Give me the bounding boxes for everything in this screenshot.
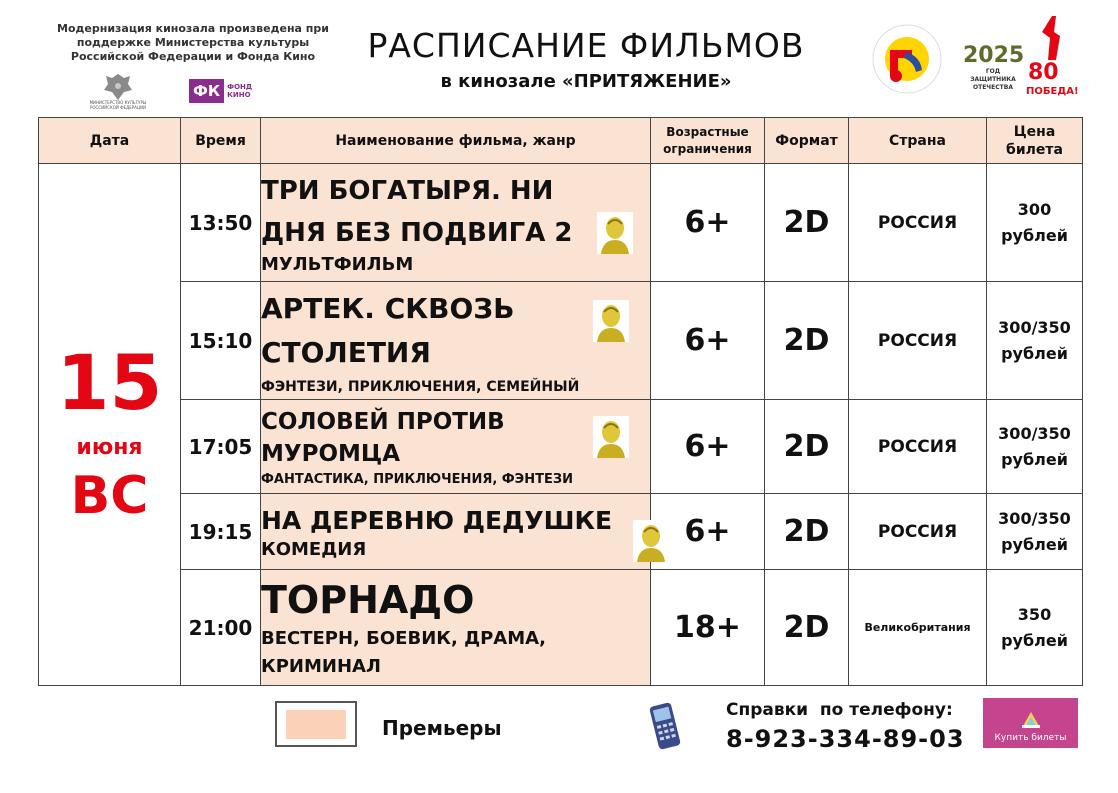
premiere-portrait-icon [593, 416, 629, 458]
header-age: Возрастные ограничения [651, 118, 765, 164]
header-format: Формат [765, 118, 849, 164]
price-unit: рублей [1001, 225, 1068, 245]
price-value: 350 [1017, 604, 1052, 624]
year-2025-caption: ГОД ЗАЩИТНИКА ОТЕЧЕСТВА [970, 68, 1016, 91]
film-title: АРТЕК. СКВОЗЬ СТОЛЕТИЯ [261, 291, 515, 369]
session-time: 15:10 [181, 282, 261, 400]
film-genre: МУЛЬТФИЛЬМ [261, 254, 414, 275]
ticket-price [987, 282, 1083, 400]
film-format: 2D [765, 494, 849, 570]
table-row [39, 400, 1083, 494]
film-country: РОССИЯ [849, 164, 987, 282]
film-title: НА ДЕРЕВНЮ ДЕДУШКЕ [261, 506, 613, 535]
price-value: 300 [1017, 199, 1052, 219]
film-cell [261, 494, 651, 570]
buy-tickets-label: Купить билеты [994, 732, 1067, 743]
film-title: ТРИ БОГАТЫРЯ. НИ ДНЯ БЕЗ ПОДВИГА 2 [261, 176, 573, 248]
fond-kino-logo-sub1: ФОНД [227, 83, 253, 91]
ministry-logo [90, 72, 146, 112]
premiere-legend-label: Премьеры [382, 716, 502, 740]
phone-icon [644, 700, 686, 752]
age-rating: 6+ [651, 400, 765, 494]
film-title: ТОРНАДО [261, 577, 475, 622]
age-rating: 6+ [651, 282, 765, 400]
table-row [39, 282, 1083, 400]
age-rating: 18+ [651, 570, 765, 686]
film-genre: КОМЕДИЯ [261, 539, 367, 560]
price-unit: рублей [1001, 449, 1068, 469]
age-rating: 6+ [651, 494, 765, 570]
film-cell [261, 400, 651, 494]
film-cell [261, 282, 651, 400]
age-rating: 6+ [651, 164, 765, 282]
year-2025-number: 2025 [963, 43, 1025, 68]
film-cell [261, 570, 651, 686]
film-genre: ФЭНТЕЗИ, ПРИКЛЮЧЕНИЯ, СЕМЕЙНЫЙ [261, 378, 580, 395]
premiere-portrait-icon [633, 520, 669, 562]
session-time: 17:05 [181, 400, 261, 494]
film-country: Великобритания [849, 570, 987, 686]
victory-80-logo [1026, 14, 1079, 100]
price-unit: рублей [1001, 343, 1068, 363]
premiere-portrait-icon [597, 212, 633, 254]
film-cell [261, 164, 651, 282]
header-country: Страна [849, 118, 987, 164]
support-text: Модернизация кинозала произведена при поддержке Министерства культуры Российской Федерации и Фонда Кино [57, 22, 329, 63]
fond-kino-logo-sub2: КИНО [227, 91, 251, 99]
header-price: Цена билета [987, 118, 1083, 164]
table-row [39, 494, 1083, 570]
film-format: 2D [765, 400, 849, 494]
page-subtitle: в кинозале «ПРИТЯЖЕНИЕ» [440, 71, 732, 92]
film-format: 2D [765, 282, 849, 400]
fond-kino-logo [189, 78, 252, 104]
ticket-price [987, 494, 1083, 570]
victory-80-text: ПОБЕДА! [1026, 86, 1079, 97]
header-film: Наименование фильма, жанр [261, 118, 651, 164]
price-unit: рублей [1001, 534, 1068, 554]
premiere-legend-swatch [275, 701, 357, 747]
header-time: Время [181, 118, 261, 164]
ticket-icon [1019, 708, 1043, 730]
fond-kino-logo-mark: ФК [189, 79, 224, 103]
victory-80-number: 80 [1028, 60, 1059, 85]
table-header-row [39, 118, 1083, 164]
price-value: 300/350 [998, 317, 1071, 337]
phone-label: Справки по телефону: [726, 700, 953, 720]
table-row [39, 164, 1083, 282]
header-date: Дата [39, 118, 181, 164]
session-time: 13:50 [181, 164, 261, 282]
emblem-logo [870, 22, 944, 96]
phone-number: 8-923-334-89-03 [726, 725, 965, 753]
film-country: РОССИЯ [849, 282, 987, 400]
film-genre: ВЕСТЕРН, БОЕВИК, ДРАМА, КРИМИНАЛ [261, 627, 546, 677]
schedule-table [38, 117, 1083, 686]
ticket-price [987, 570, 1083, 686]
ticket-price [987, 164, 1083, 282]
date-weekday: ВС [70, 466, 149, 526]
year-2025-logo [963, 43, 1025, 91]
session-time: 19:15 [181, 494, 261, 570]
ticket-price [987, 400, 1083, 494]
film-format: 2D [765, 164, 849, 282]
premiere-portrait-icon [593, 300, 629, 342]
price-value: 300/350 [998, 423, 1071, 443]
date-month: июня [76, 435, 143, 460]
price-value: 300/350 [998, 508, 1071, 528]
price-unit: рублей [1001, 630, 1068, 650]
ministry-logo-text: МИНИСТЕРСТВО КУЛЬТУРЫ РОССИЙСКОЙ ФЕДЕРАЦИИ [89, 100, 147, 110]
table-row [39, 570, 1083, 686]
film-genre: ФАНТАСТИКА, ПРИКЛЮЧЕНИЯ, ФЭНТЕЗИ [261, 472, 573, 487]
film-country: РОССИЯ [849, 400, 987, 494]
film-title: СОЛОВЕЙ ПРОТИВ МУРОМЦА [261, 409, 505, 467]
page-title: РАСПИСАНИЕ ФИЛЬМОВ [367, 26, 805, 65]
date-cell [39, 164, 181, 686]
buy-tickets-button[interactable] [983, 698, 1078, 748]
session-time: 21:00 [181, 570, 261, 686]
date-day: 15 [56, 338, 163, 427]
film-country: РОССИЯ [849, 494, 987, 570]
film-format: 2D [765, 570, 849, 686]
